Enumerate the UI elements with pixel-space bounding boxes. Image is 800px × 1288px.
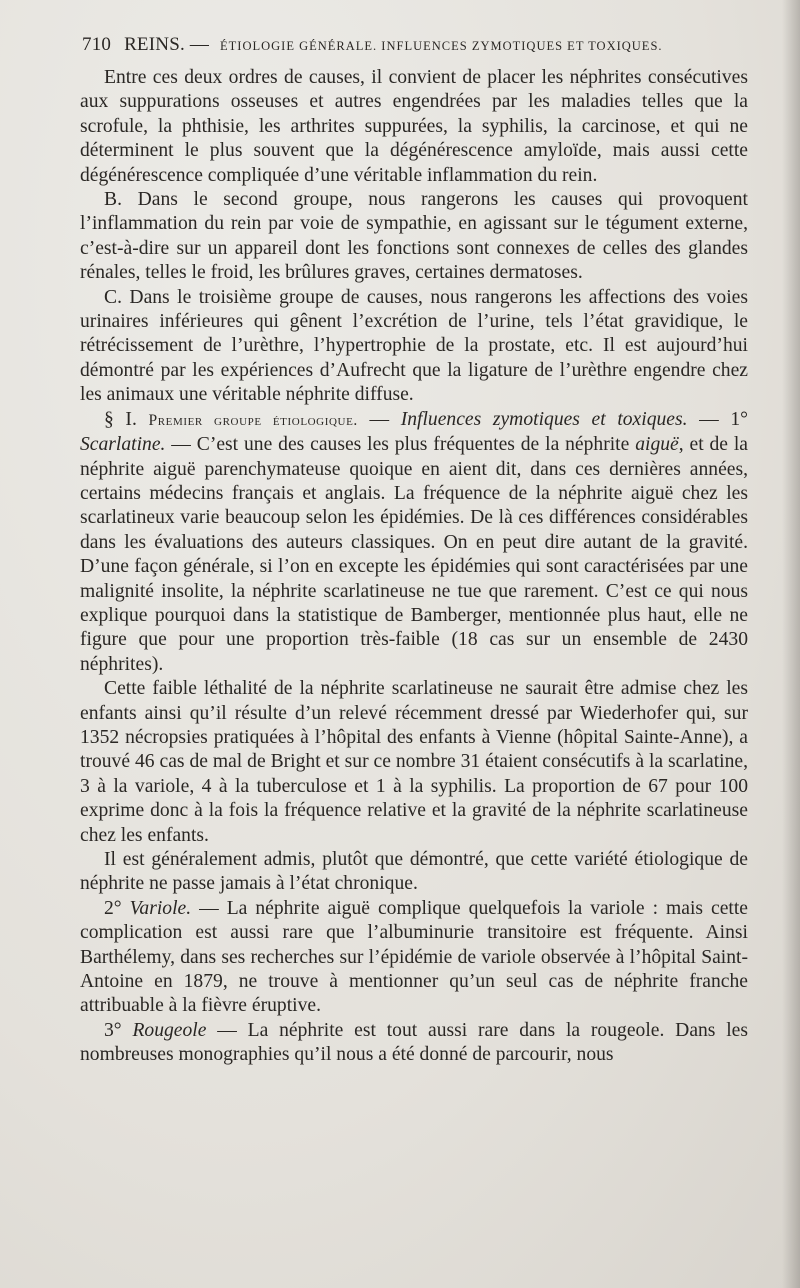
- rougeole-text: — La néphrite est tout aussi rare dans la rougeole. Dans les nombreuses monographies qu’il nous a été donné de parcourir, nous: [80, 1019, 749, 1066]
- item-number: 2°: [104, 897, 130, 919]
- paragraph-suppurations: Entre ces deux ordres de causes, il convient de placer les néphrites consécutives aux suppurations osseuses et autres engendrées par les maladies telles que la scrofule, la phthisie, les arthrites suppurées, la syphilis, la carcinose, et qui ne déterminent le plus souvent que la dégénérescence amyloïde, mais aussi cette dégénérescence compliquée d’une véritable inflammation du rein.: [80, 67, 748, 186]
- dash: —: [357, 408, 401, 430]
- page-edge-shadow: [782, 0, 800, 1288]
- scarlatine-text-a: — C’est une des causes les plus fréquentes de la néphrite: [165, 434, 636, 456]
- paragraph-group-b: B. Dans le second groupe, nous rangerons les causes qui provoquent l’inflammation du rein par voie de sympathie, en agissant sur le tégument externe, c’est-à-dire sur un appareil dont les fonctions sont connexes de celles des glandes rénales, telles le froid, les brûlures graves, certaines dermatoses.: [80, 189, 748, 284]
- item-number: 3°: [104, 1019, 133, 1041]
- section-heading: Premier groupe étiologique.: [148, 411, 358, 429]
- paragraph-enfants: Cette faible léthalité de la néphrite scarlatineuse ne saurait être admise chez les enfants ainsi qu’il résulte d’un relevé récemment dressé par Wiederhofer qui, sur 1352 nécropsies pratiquées à l’hôpital des enfants à Vienne (hôpital Sainte-Anne), a trouvé 46 cas de mal de Bright et sur ce nombre 31 étaient consécutifs à la scarlatine, 3 à la variole, 4 à la tuberculose et 1 à la syphilis. La proportion de 67 pour 100 exprime donc à la fois la fréquence relative et la gravité de la néphrite scarlatineuse chez les enfants.: [80, 678, 748, 846]
- paragraph-rougeole: [80, 1019, 748, 1068]
- running-title-main: REINS. —: [124, 34, 210, 55]
- subsection-scarlatine: Scarlatine.: [80, 434, 166, 456]
- running-header: [82, 34, 742, 58]
- body-text: [80, 66, 748, 1068]
- paragraph-chronique: Il est généralement admis, plutôt que démontré, que cette variété étiologique de néphrite ne passe jamais à l’état chronique.: [80, 849, 748, 895]
- scarlatine-text-b: , et de la néphrite aiguë parenchymateuse quoique en aient dit, dans ces dernières années, certains médecins français et anglais. La fréquence de la néphrite aiguë chez les scarlatineux varie beaucoup selon les épidémies. De là ces différences considérables dans les évaluations des auteurs classiques. On en peut dire autant de la gravité. D’une façon générale, si l’on en excepte les épidémies qui sont caractérisées par une malignité insolite, la néphrite scarlatineuse ne tue que rarement. C’est ce qui nous explique pourquoi dans la statistique de Bamberger, mentionnée plus haut, elle ne figure que pour une proportion très-faible (18 cas sur un ensemble de 2430 néphrites).: [80, 434, 749, 675]
- running-title-sub: ÉTIOLOGIE GÉNÉRALE. INFLUENCES ZYMOTIQUES ET TOXIQUES.: [220, 39, 663, 53]
- subsection-variole: Variole.: [129, 897, 192, 919]
- item-number: — 1°: [687, 408, 749, 430]
- paragraph-group-c: C. Dans le troisième groupe de causes, nous rangerons les affections des voies urinaires inférieures qui gênent l’excrétion de l’urine, tels l’état gravidique, le rétrécissement de l’urèthre, l’hypertrophie de la prostate, etc. Il est aujourd’hui démontré par les expériences d’Aufrecht que la ligature de l’urèthre engendre chez les animaux une véritable néphrite diffuse.: [80, 286, 748, 406]
- variole-text: — La néphrite aiguë complique quelquefois la variole : mais cette complication est aussi rare que l’albuminurie transitoire est fréquente. Ainsi Barthélemy, dans ses recherches sur l’épidémie de variole observée à l’hôpital Saint-Antoine en 1879, ne trouve à mentionner qu’un seul cas de néphrite franche attribuable à la fièvre éruptive.: [80, 897, 748, 1017]
- section-title: Influences zymotiques et toxiques.: [400, 408, 688, 430]
- page-number: 710: [82, 34, 112, 55]
- paragraph-scarlatine: [80, 408, 748, 677]
- paragraph-variole: [80, 897, 748, 1019]
- section-mark: § I.: [104, 408, 137, 430]
- aigue-italic: aiguë: [635, 434, 679, 456]
- subsection-rougeole: Rougeole: [132, 1019, 207, 1041]
